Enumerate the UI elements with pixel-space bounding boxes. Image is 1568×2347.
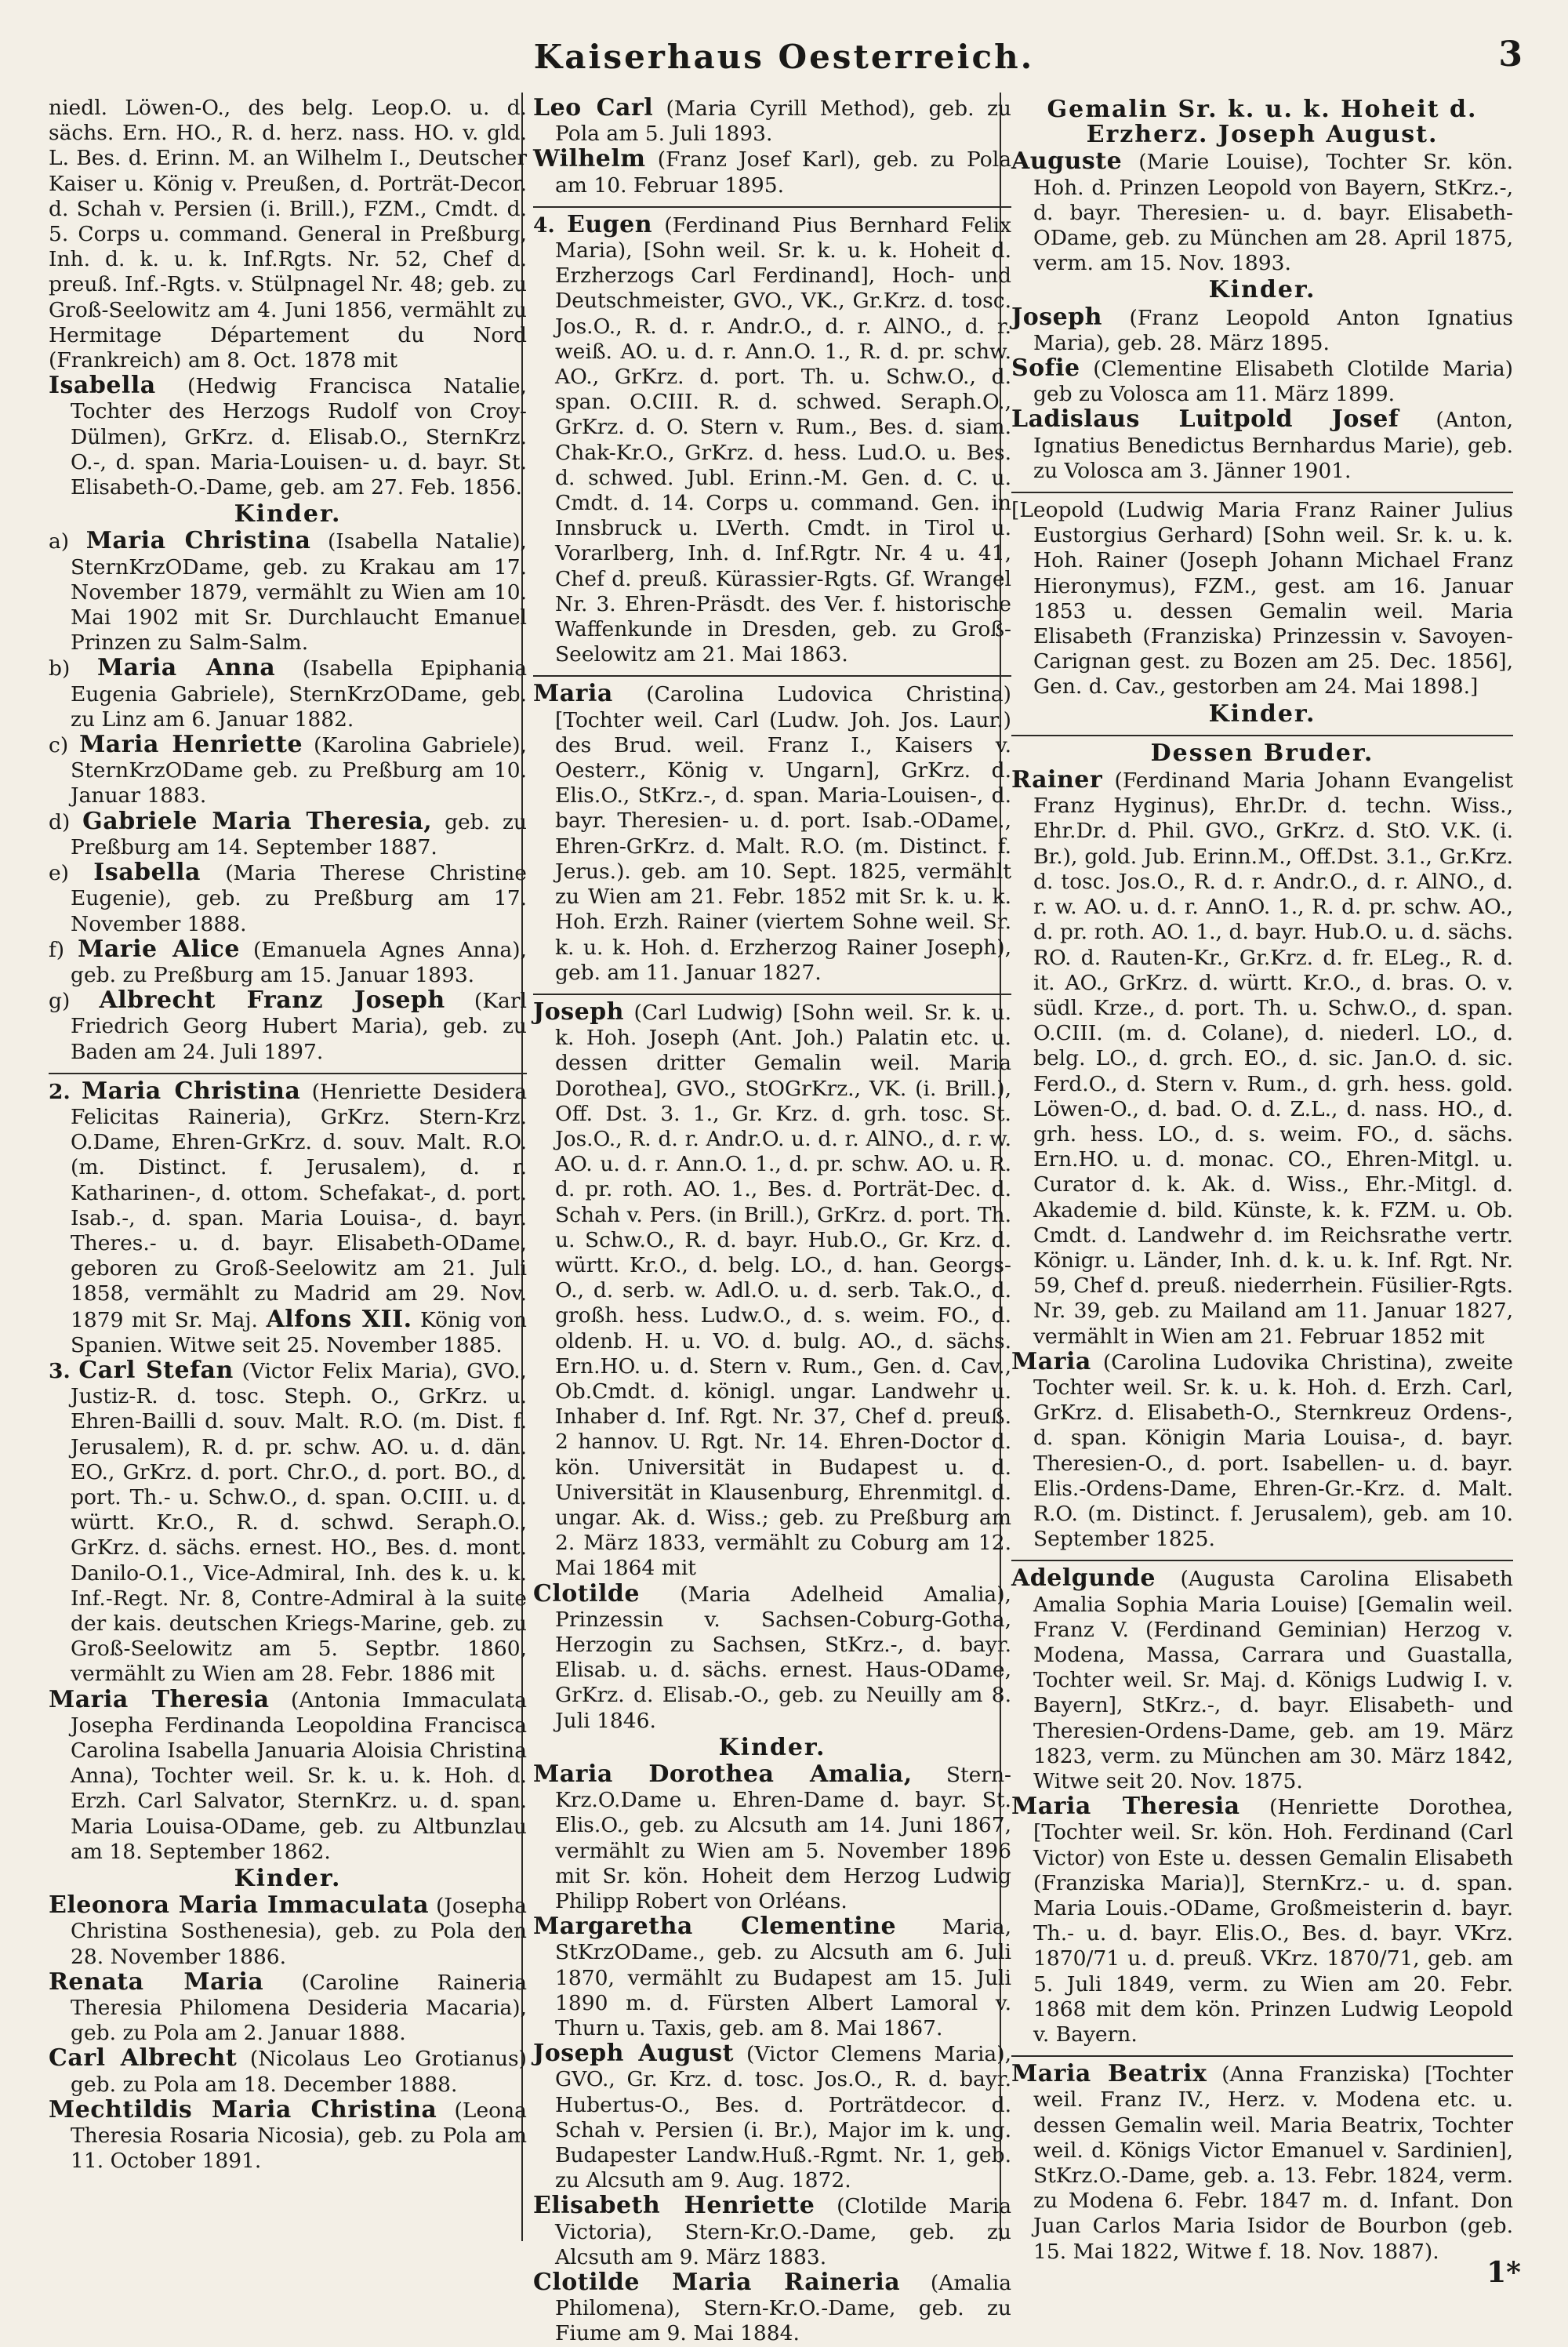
child-ladislaus xyxy=(1011,407,1513,484)
entry-text: (Maria Therese Christine Eugenie), geb. zu Preßburg am 17. November 1888. xyxy=(71,861,527,936)
entry-name: Carl Albrecht xyxy=(49,2044,238,2073)
section-divider xyxy=(1011,1560,1513,1561)
child-joseph-august xyxy=(533,2041,1011,2193)
entry-text: (Anton, Ignatius Benedictus Bernhardus Marie), geb. zu Volosca am 3. Jänner 1901. xyxy=(1033,408,1513,483)
child-joseph xyxy=(1011,305,1513,356)
entry-auguste xyxy=(1011,149,1513,276)
entry-text: (Ferdinand Pius Bernhard Felix Maria), [Sohn weil. Sr. k. u. k. Hoheit d. Erzherzogs Carl Ferdinand], Hoch- und Deutschmeister, GVO., VK., Gr.Krz. d. tosc. Jos.O., R. d. r. Andr.O., d. r. AlNO., d. r. weiß. AO. u. d. r. Ann.O. 1., R. d. pr. schw. AO., GrKrz. d. port. Th. u. Schw.O., d. span. O.CIII. R. d. schwed. Seraph.O., GrKrz. d. O. Stern v. Rum., Bes. d. siam. Chak-Kr.O., GrKrz. d. hess. Lud.O. u. Bes. d. schwed. Jubl. Erinn.-M. Gen. d. C. u. Cmdt. d. 14. Corps u. command. Gen. in Innsbruck u. LVerth. Cmdt. in Tirol u. Vorarlberg, Inh. d. Inf.Rgtr. Nr. 4 u. 41, Chef d. preuß. Kürassier-Rgts. Gf. Wrangel Nr. 3. Ehren-Präsdt. des Ver. f. historische Waffenkunde in Dresden, geb. zu Groß-Seelowitz am 21. Mai 1863. xyxy=(555,213,1011,667)
entry-text: (Franz Leopold Anton Ignatius Maria), geb. 28. März 1895. xyxy=(1033,305,1513,355)
section-divider xyxy=(533,994,1011,995)
entry-3-carl-stefan xyxy=(49,1358,527,1688)
entry-name: Ladislaus Luitpold Josef xyxy=(1011,405,1399,434)
entry-label: f) xyxy=(49,937,65,962)
section-heading-kinder: Kinder. xyxy=(718,1733,826,1761)
intro-paragraph xyxy=(49,96,527,373)
entry-clotilde xyxy=(533,1579,1011,1734)
entry-text: (Hedwig Francisca Natalie, Tochter des Herzogs Rudolf von Croy-Dülmen), GrKrz. d. Elisab.O., SternKrz. O.-, d. span. Maria-Louisen- u. d. bayr. St. Elisabeth-O.-Dame, geb. am 27. Feb. 1856. xyxy=(71,374,527,500)
entry-text: (Carolina Ludovika Christina), zweite Tochter weil. Sr. k. u. k. Hoh. d. Erzh. Carl, GrKrz. d. Elisabeth-O., Sternkreuz Ordens-, d. span. Königin Maria Louisa-, d. bayr. Theresien-O., d. port. Isabellen- u. d. bayr. Elis.-Ordens-Dame, Ehren-Gr.-Krz. d. Malt. R.O. (m. Distinct. f. Jerusalem), geb. am 10. September 1825. xyxy=(1033,1350,1513,1552)
entry-name: Gabriele Maria Theresia, xyxy=(82,807,433,835)
section-divider xyxy=(49,1073,527,1074)
entry-leopold xyxy=(1011,498,1513,700)
entry-maria-beatrix xyxy=(1011,2062,1513,2265)
entry-label: 4. xyxy=(533,213,555,238)
section-heading-kinder: Kinder. xyxy=(234,1865,342,1893)
entry-rainer xyxy=(1011,768,1513,1350)
entry-name: Auguste xyxy=(1011,147,1123,176)
entry-name: Sofie xyxy=(1011,354,1080,383)
child-g xyxy=(49,988,527,1065)
entry-text: (Henriette Dorothea, [Tochter weil. Sr. kön. Hoh. Ferdinand (Carl Victor) von Este u. dessen Gemalin Elisabeth (Franziska Maria)], SternKrz.- u. d. span. Maria Louis.-ODame, Großmeisterin d. bayr. Th.- u. d. bayr. Elis.O., Bes. d. bayr. VKrz. 1870/71 u. d. preuß. VKrz. 1870/71, geb. am 5. Juli 1849, verm. zu Wien am 20. Febr. 1868 mit dem kön. Prinzen Ludwig Leopold v. Bayern. xyxy=(1033,1795,1513,2047)
entry-label: e) xyxy=(49,861,70,886)
entry-name: Marie Alice xyxy=(78,935,241,963)
child-clotilde-maria xyxy=(533,2270,1011,2347)
entry-name: Elisabeth Henriette xyxy=(533,2192,815,2220)
child-wilhelm xyxy=(533,147,1011,198)
entry-label: b) xyxy=(49,656,71,681)
entry-name: Maria Beatrix xyxy=(1011,2060,1207,2088)
entry-name: Maria xyxy=(1011,1347,1091,1375)
entry-isabella xyxy=(49,373,527,500)
entry-name: Rainer xyxy=(1011,766,1103,794)
child-margaretha xyxy=(533,1914,1011,2041)
entry-name: Adelgunde xyxy=(1011,1564,1156,1593)
column-2 xyxy=(533,94,1011,2346)
entry-text: (Maria Adelheid Amalia), Prinzessin v. Sachsen-Coburg-Gotha, Herzogin zu Sachsen, StKrz.-, d. bayr. Elisab. u. d. sächs. ernest. Haus-ODame, GrKrz. d. Elisab.-O., geb. zu Neuilly am 8. Juli 1846. xyxy=(555,1582,1011,1733)
child-sofie xyxy=(1011,356,1513,407)
entry-name-alfons: Alfons XII. xyxy=(266,1305,412,1333)
entry-name: Maria Christina xyxy=(85,527,311,555)
column-1 xyxy=(49,96,527,2283)
entry-name: Maria Dorothea Amalia, xyxy=(533,1760,913,1788)
entry-text: (Clementine Elisabeth Clotilde Maria) geb zu Volosca am 11. März 1899. xyxy=(1033,357,1513,407)
entry-text: (Carl Ludwig) [Sohn weil. Sr. k. u. k. Hoh. Joseph (Ant. Joh.) Palatin etc. u. dessen dritter Gemalin weil. Maria Dorothea], GVO., StOGrKrz., VK. (i. Brill.), Off. Dst. 3. 1., Gr. Krz. d. grh. tosc. St. Jos.O., R. d. r. Andr.O. u. d. r. AlNO., d. r. w. AO. u. d. r. Ann.O. 1., d. pr. schw. AO. u. R. d. pr. roth. AO. 1., Bes. d. Porträt-Dec. d. Schah v. Pers. (in Brill.), GrKrz. d. port. Th. u. Schw.O., R. d. bayr. Hub.O., Gr. Krz. d. württ. Kr.O., d. belg. LO., d. han. Georgs-O., d. serb. w. Adl.O. u. d. serb. Tak.O., d. großh. hess. Ludw.O., d. s. weim. FO., d. oldenb. H. u. VO. d. bulg. AO., d. sächs. Ern.HO. u. d. Stern v. Rum., Gen. d. Cav., Ob.Cmdt. d. königl. ungar. Landwehr u. Inhaber d. Inf. Rgt. Nr. 37, Chef d. preuß. 2 hannov. U. Rgt. Nr. 14. Ehren-Doctor d. kön. Universität in Budapest u. d. Universität in Klausenburg, Ehrenmitgl. d. ungar. Ak. d. Wiss.; geb. zu Preßburg am 2. März 1833, vermählt zu Coburg am 12. Mai 1864 mit xyxy=(555,1000,1011,1581)
entry-name: Mechtildis Maria Christina xyxy=(49,2095,437,2124)
entry-text-tail: König von Spanien. Witwe seit 25. November 1885. xyxy=(71,1307,527,1357)
section-heading-bruder: Dessen Bruder. xyxy=(1150,739,1374,767)
section-heading-kinder: Kinder. xyxy=(234,500,342,529)
entry-text: [Leopold (Ludwig Maria Franz Rainer Julius Eustorgius Gerhard) [Sohn weil. Sr. k. u. k. Hoh. Rainer (Joseph Johann Michael Franz Hieronymus), FZM., gest. am 16. Januar 1853 u. dessen Gemalin weil. Maria Elisabeth (Franziska) Prinzessin v. Savoyen-Carignan gest. zu Bozen am 25. Dec. 1856], Gen. d. Cav., gestorben am 24. Mai 1898.] xyxy=(1011,498,1513,699)
entry-text: (Marie Louise), Tochter Sr. kön. Hoh. d. Prinzen Leopold von Bayern, StKrz.-, d. bayr. Theresien- u. d. bayr. Elisabeth-ODame, geb. zu München am 28. April 1875, verm. am 15. Nov. 1893. xyxy=(1033,150,1513,276)
entry-name: Joseph xyxy=(1011,303,1102,331)
child-f xyxy=(49,937,527,988)
page-title: Kaiserhaus Oesterreich. xyxy=(533,38,1035,76)
entry-name: Maria Anna xyxy=(96,654,276,682)
entry-name: Leo Carl xyxy=(533,94,654,122)
entry-text: geb. zu Preßburg am 14. September 1887. xyxy=(71,809,527,859)
entry-joseph xyxy=(533,997,1011,1582)
section-divider xyxy=(533,675,1011,677)
entry-text: (Victor Clemens Maria), GVO., Gr. Krz. d. tosc. Jos.O., R. d. bayr. Hubertus-O., Bes. d. Porträtdecor. d. Schah v. Persien (i. Br.), Major im k. ung. Budapester Landw.Huß.-Rgmt. Nr. 1, geb. zu Alcsuth am 9. Aug. 1872. xyxy=(555,2042,1011,2193)
entry-4-eugen xyxy=(533,210,1011,668)
child-d xyxy=(49,809,527,860)
entry-maria-theresia xyxy=(49,1685,527,1865)
entry-text: (Antonia Immaculata Josepha Ferdinanda Leopoldina Francisca Carolina Isabella Januaria Aloisia Christina Anna), Tochter weil. Sr. k. u. k. Hoh. d. Erzh. Carl Salvator, SternKrz. u. d. span. Maria Louisa-ODame, geb. zu Altbunzlau am 18. September 1862. xyxy=(71,1688,527,1864)
entry-text: (Victor Felix Maria), GVO., Justiz-R. d. tosc. Steph. O., GrKrz. u. Ehren-Bailli d. souv. Malt. R.O. (m. Dist. f. Jerusalem), R. d. pr. schw. AO. u. d. dän. EO., GrKrz. d. port. Chr.O., d. port. BO., d. port. Th.- u. Schw.O., d. span. O.CIII. u. d. württ. Kr.O., R. d. schwd. Seraph.O., GrKrz. d. sächs. ernest. HO., Bes. d. mont. Danilo-O.1., Vice-Admiral, Inh. des k. u. k. Inf.-Regt. Nr. 8, Contre-Admiral à la suite der kais. deutschen Kriegs-Marine, geb. zu Groß-Seelowitz am 5. Septbr. 1860, vermählt zu Wien am 28. Febr. 1886 mit xyxy=(71,1358,527,1687)
entry-label: 3. xyxy=(49,1358,71,1383)
entry-text: (Amalia Philomena), Stern-Kr.O.-Dame, geb. zu Fiume am 9. Mai 1884. xyxy=(555,2271,1011,2346)
column-3 xyxy=(1011,96,1513,2283)
entry-maria-carolina xyxy=(1011,1347,1513,1553)
entry-name: Eugen xyxy=(566,210,653,238)
entry-label: d) xyxy=(49,809,71,834)
section-divider xyxy=(533,206,1011,208)
entry-text: (Maria Cyrill Method), geb. zu Pola am 5. Juli 1893. xyxy=(555,96,1011,147)
entry-name: Isabella xyxy=(93,859,201,887)
child-c xyxy=(49,732,527,809)
child-renata xyxy=(49,1967,527,2047)
section-heading-kinder: Kinder. xyxy=(1208,276,1316,304)
child-eleonora xyxy=(49,1893,527,1970)
child-b xyxy=(49,656,527,732)
section-divider xyxy=(1011,735,1513,736)
child-carl-albrecht xyxy=(49,2046,527,2097)
entry-text: Stern-Krz.O.Dame u. Ehren-Dame d. bayr. St. Elis.O., geb. zu Alcsuth am 14. Juni 1867, vermählt zu Wien am 5. November 1896 mit Sr. kön. Hoheit dem Herzog Ludwig Philipp Robert von Orléans. xyxy=(555,1763,1011,1914)
child-a xyxy=(49,529,527,656)
child-maria-dorothea xyxy=(533,1762,1011,1914)
section-heading-kinder: Kinder. xyxy=(1208,699,1316,728)
entry-text: (Karolina Gabriele), SternKrzODame geb. zu Preßburg am 10. Januar 1883. xyxy=(71,733,527,808)
entry-text: (Caroline Raineria Theresia Philomena Desideria Macaria), geb. zu Pola am 2. Januar 1888. xyxy=(71,1970,527,2046)
entry-text: (Augusta Carolina Elisabeth Amalia Sophia Maria Louise) [Gemalin weil. Franz V. (Ferdinand Geminian) Herzog v. Modena, Massa, Carrara und Guastalla, Tochter weil. Sr. Maj. d. Königs Ludwig I. v. Bayern], StKrz.-, d. bayr. Elisabeth- und Theresien-Ordens-Dame, geb. am 19. März 1823, verm. zu München am 30. März 1842, Witwe seit 20. Nov. 1875. xyxy=(1033,1567,1513,1793)
entry-label: g) xyxy=(49,989,71,1014)
entry-name: Maria Henriette xyxy=(79,731,303,759)
entry-text: (Ferdinand Maria Johann Evangelist Franz Hyginus), Ehr.Dr. d. techn. Wiss., Ehr.Dr. d. Phil. GVO., GrKrz. d. StO. V.K. (i. Br.), gold. Jub. Erinn.M., Off.Dst. 3.1., Gr.Krz. d. tosc. Jos.O., R. d. r. Andr.O., d. r. AlNO., d. r. w. AO. u. d. r. AnnO. 1., R. d. pr. schw. AO., d. pr. roth. AO. 1., d. bayr. Hub.O. u. d. sächs. RO. d. Rauten-Kr., Gr.Krz. d. fr. ELeg., R. d. it. AO., GrKrz. d. württ. Kr.O., d. bras. O. v. südl. Krze., d. port. Th. u. Schw.O., d. span. O.CIII. (m. d. Colane), d. niederl. LO., d. belg. LO., d. grch. EO., d. sic. Jan.O. d. sic. Ferd.O., d. Stern v. Rum., d. grh. hess. gold. Löwen-O., d. bad. O. d. Z.L., d. nass. HO., d. grh. hess. LO., d. s. weim. FO., d. sächs. Ern.HO. u. d. monac. CO., Ehren-Mitgl. u. Curator d. k. Ak. d. Wiss., Ehr.-Mitgl. d. Akademie d. bild. Künste, k. k. FZM. u. Ob. Cmdt. d. Landwehr d. im Reichsrathe vertr. Königr. u. Länder, Inh. d. k. u. k. Inf. Rgt. Nr. 59, Chef d. preuß. niederrhein. Füsilier-Rgts. Nr. 39, geb. zu Mailand am 11. Januar 1827, vermählt in Wien am 21. Februar 1852 mit xyxy=(1033,768,1513,1349)
entry-text: (Franz Josef Karl), geb. zu Pola am 10. Februar 1895. xyxy=(555,147,1011,198)
entry-name: Renata Maria xyxy=(49,1967,264,1996)
entry-name: Joseph August xyxy=(533,2040,735,2068)
entry-name: Eleonora Maria Immaculata xyxy=(49,1891,430,1920)
entry-name: Margaretha Clementine xyxy=(533,1913,897,1941)
entry-name: Maria Theresia xyxy=(49,1685,270,1713)
entry-label: 2. xyxy=(49,1079,71,1104)
section-heading-gemalin: Gemalin Sr. k. u. k. Hoheit d. Erzherz. Joseph August. xyxy=(1047,96,1478,149)
entry-name: Isabella xyxy=(49,372,156,400)
entry-text: Maria, StKrzODame., geb. zu Alcsuth am 6. Juli 1870, vermählt zu Budapest am 15. Juli 1890 m. d. Fürsten Albert Lamoral v. Thurn u. Taxis, geb. am 8. Mai 1867. xyxy=(555,1915,1011,2041)
signature-mark: 1* xyxy=(1486,2256,1521,2289)
page-number: 3 xyxy=(1498,35,1523,74)
entry-name: Joseph xyxy=(533,997,624,1026)
entry-2-maria-christina xyxy=(49,1079,527,1358)
entry-name: Clotilde xyxy=(533,1579,640,1608)
entry-maria xyxy=(533,681,1011,985)
section-divider xyxy=(1011,2055,1513,2057)
entry-text: (Josepha Christina Sosthenesia), geb. zu Pola den 28. November 1886. xyxy=(71,1894,527,1969)
entry-text: (Isabella Natalie), SternKrzODame, geb. zu Krakau am 17. November 1879, vermählt zu Wien am 10. Mai 1902 mit Sr. Durchlaucht Emanuel Prinzen zu Salm-Salm. xyxy=(71,529,527,656)
entry-name: Maria Christina xyxy=(81,1077,301,1105)
entry-text: (Leona Theresia Rosaria Nicosia), geb. zu Pola am 11. October 1891. xyxy=(71,2098,527,2174)
entry-text: (Nicolaus Leo Grotianus) geb. zu Pola am 18. December 1888. xyxy=(71,2047,527,2097)
section-divider xyxy=(1011,492,1513,493)
entry-text: (Henriette Desidera Felicitas Raineria), GrKrz. Stern-Krz. O.Dame, Ehren-GrKrz. d. souv. Malt. R.O. (m. Distinct. f. Jerusalem), d. r. Katharinen-, d. ottom. Schefakat-, d. port. Isab.-, d. span. Maria Louisa-, d. bayr. Theres.- u. d. bayr. Elisabeth-ODame, geboren zu Groß-Seelowitz am 21. Juli 1858, vermählt zu Madrid am 29. Nov. 1879 mit Sr. Maj. xyxy=(71,1079,528,1332)
entry-text: (Isabella Epiphania Eugenia Gabriele), SternKrzODame, geb. zu Linz am 6. Januar 1882. xyxy=(71,656,527,732)
entry-text: (Anna Franziska) [Tochter weil. Franz IV., Herz. v. Modena etc. u. dessen Gemalin weil. Maria Beatrix, Tochter weil. d. Königs Victor Emanuel v. Sardinien], StKrz.O.-Dame, geb. a. 13. Febr. 1824, verm. zu Modena 6. Febr. 1847 m. d. Infant. Don Juan Carlos Maria Isidor de Bourbon (geb. 15. Mai 1822, Witwe f. 18. Nov. 1887). xyxy=(1033,2062,1513,2264)
intro-text: niedl. Löwen-O., des belg. Leop.O. u. d. sächs. Ern. HO., R. d. herz. nass. HO. v. gld. L. Bes. d. Erinn. M. an Wilhelm I., Deutscher Kaiser u. König v. Preußen, d. Porträt-Decor. d. Schah v. Persien (i. Brill.), FZM., Cmdt. d. 5. Corps u. command. General in Preßburg, Inh. d. k. u. k. Inf.Rgts. Nr. 52, Chef d. preuß. Inf.-Rgts. v. Stülpnagel Nr. 48; geb. zu Groß-Seelowitz am 4. Juni 1856, vermählt zu Hermitage Département du Nord (Frankreich) am 8. Oct. 1878 mit xyxy=(49,96,527,373)
entry-text: (Emanuela Agnes Anna), geb. zu Preßburg am 15. Januar 1893. xyxy=(71,937,527,987)
entry-label: c) xyxy=(49,733,69,758)
child-leo-carl xyxy=(533,96,1011,147)
entry-adelgunde xyxy=(1011,1566,1513,1794)
entry-name: Albrecht Franz Joseph xyxy=(99,986,445,1015)
entry-name: Wilhelm xyxy=(533,145,646,173)
entry-name: Maria Theresia xyxy=(1011,1793,1240,1821)
child-e xyxy=(49,860,527,937)
entry-text: (Karl Friedrich Georg Hubert Maria), geb. zu Baden am 24. Juli 1897. xyxy=(71,989,527,1064)
child-mechtildis xyxy=(49,2095,527,2174)
entry-text: (Clotilde Maria Victoria), Stern-Kr.O.-Dame, geb. zu Alcsuth am 9. März 1883. xyxy=(555,2194,1011,2269)
entry-maria-theresia-henriette xyxy=(1011,1794,1513,2047)
entry-text: (Carolina Ludovica Christina) [Tochter weil. Carl (Ludw. Joh. Jos. Laur.) des Brud. weil. Franz I., Kaisers v. Oesterr., König v. Ungarn], GrKrz. d. Elis.O., StKrz.-, d. span. Maria-Louisen-, d. bayr. Theresien- u. d. port. Isab.-ODame., Ehren-GrKrz. d. Malt. R.O. (m. Distinct. f. Jerus.). geb. am 10. Sept. 1825, vermählt zu Wien am 21. Febr. 1852 mit Sr. k. u. k. Hoh. Erzh. Rainer (viertem Sohne weil. Sr. k. u. k. Hoh. d. Erzherzog Rainer Joseph), geb. am 11. Januar 1827. xyxy=(555,682,1011,985)
child-elisabeth-henriette xyxy=(533,2193,1011,2270)
entry-name: Carl Stefan xyxy=(78,1356,234,1384)
entry-label: a) xyxy=(49,529,70,554)
entry-name: Maria xyxy=(533,680,613,708)
entry-name: Clotilde Maria Raineria xyxy=(533,2269,901,2297)
